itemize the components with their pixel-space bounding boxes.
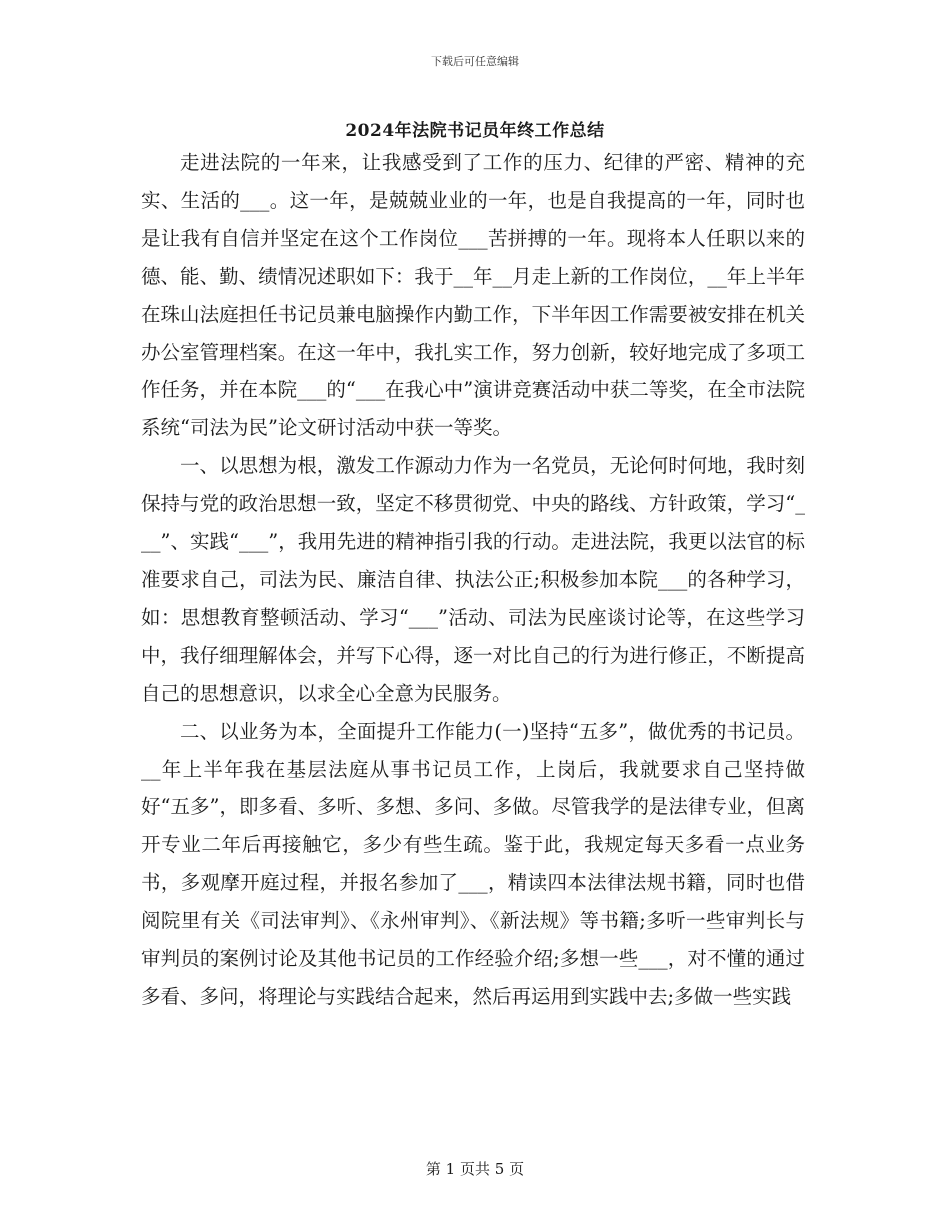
document-body (141, 144, 805, 1016)
paragraph-section-two: 二、以业务为本，全面提升工作能力(一)坚持“五多”，做优秀的书记员。__年上半年我在基层法庭从事书记员工作，上岗后，我就要求自己坚持做好“五多”，即多看、多听、多想、多问、多做。尽管我学的是法律专业，但离开专业二年后再接触它，多少有些生疏。鉴于此，我规定每天多看一点业务书，多观摩开庭过程，并报名参加了___，精读四本法律法规书籍，同时也借阅院里有关《司法审判》、《永州审判》、《新法规》等书籍;多听一些审判长与审判员的案例讨论及其他书记员的工作经验介绍;多想一些___，对不懂的通过多看、多问，将理论与实践结合起来，然后再运用到实践中去;多做一些实践 (141, 719, 805, 1008)
paragraph-intro: 走进法院的一年来，让我感受到了工作的压力、纪律的严密、精神的充实、生活的___。这一年，是兢兢业业的一年，也是自我提高的一年，同时也是让我有自信并坚定在这个工作岗位___苦拼搏的一年。现将本人任职以来的德、能、勤、绩情况述职如下：我于__年__月走上新的工作岗位，__年上半年在珠山法庭担任书记员兼电脑操作内勤工作，下半年因工作需要被安排在机关办公室管理档案。在这一年中，我扎实工作，努力创新，较好地完成了多项工作任务，并在本院___的“___在我心中”演讲竞赛活动中获二等奖，在全市法院系统“司法为民”论文研讨活动中获一等奖。 (141, 151, 805, 440)
document-title: 2024年法院书记员年终工作总结 (345, 121, 605, 141)
page-number: 第 1 页共 5 页 (425, 1160, 525, 1178)
paragraph-section-one: 一、以思想为根，激发工作源动力作为一名党员，无论何时何地，我时刻保持与党的政治思想一致，坚定不移贯彻党、中央的路线、方针政策，学习“___”、实践“___”，我用先进的精神指引我的行动。走进法院，我更以法官的标准要求自己，司法为民、廉洁自律、执法公正;积极参加本院___的各种学习，如：思想教育整顿活动、学习“___”活动、司法为民座谈讨论等，在这些学习中，我仔细理解体会，并写下心得，逐一对比自己的行为进行修正，不断提高自己的思想意识，以求全心全意为民服务。 (141, 454, 805, 705)
header-editable-note: 下载后可任意编辑 (431, 55, 519, 68)
